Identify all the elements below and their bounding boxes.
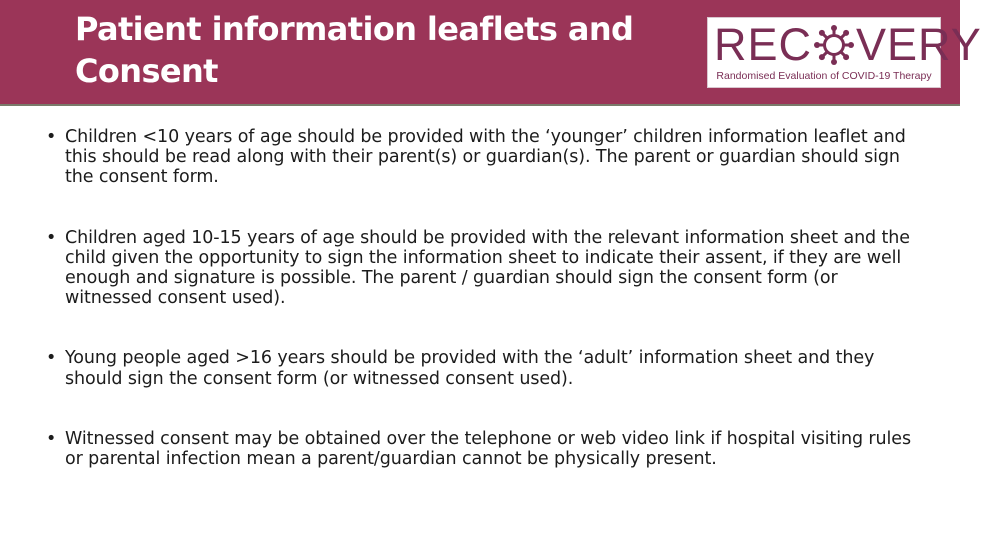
logo-word-start: REC: [714, 19, 813, 70]
bullet-marker: •: [46, 227, 57, 248]
bullet-text: Young people aged >16 years should be provided with the ‘adult’ information sheet and they should sign the consent form (or witnessed consent used).: [65, 348, 875, 389]
bullet-item: [46, 429, 916, 469]
bullet-text: Children <10 years of age should be provided with the ‘younger’ children information leaflet and this should be read along with their parent(s) or guardian(s). The parent or guardian should sign the consent form.: [65, 127, 906, 188]
virus-icon: [813, 24, 855, 66]
bullet-marker: •: [46, 127, 57, 147]
bullet-item: [46, 348, 916, 388]
title-banner: [0, 0, 982, 106]
bullet-text: Witnessed consent may be obtained over the telephone or web video link if hospital visiting rules or parental infection mean a parent/guardian cannot be physically present.: [65, 428, 911, 470]
bullet-text: Children aged 10-15 years of age should be provided with the relevant information sheet and the child given the opportunity to sign the information sheet to indicate their assent, if they are well enough and signature is possible. The parent / guardian should sign the consent form (or witnessed consent used).: [65, 227, 910, 309]
logo-word-end: VERY: [856, 19, 982, 70]
logo-wordmark: [714, 20, 982, 70]
bullet-item: [46, 228, 916, 309]
bullet-marker: •: [46, 348, 57, 369]
title-line-2: Consent: [75, 52, 218, 90]
logo-subtitle: Randomised Evaluation of COVID-19 Therapy: [716, 70, 932, 82]
title-line-1: Patient information leaflets and: [75, 10, 634, 48]
slide-title: [75, 8, 633, 92]
bullet-list: [46, 127, 916, 469]
recovery-logo: [707, 17, 982, 88]
bullet-marker: •: [46, 428, 57, 449]
bullet-item: [46, 127, 916, 188]
